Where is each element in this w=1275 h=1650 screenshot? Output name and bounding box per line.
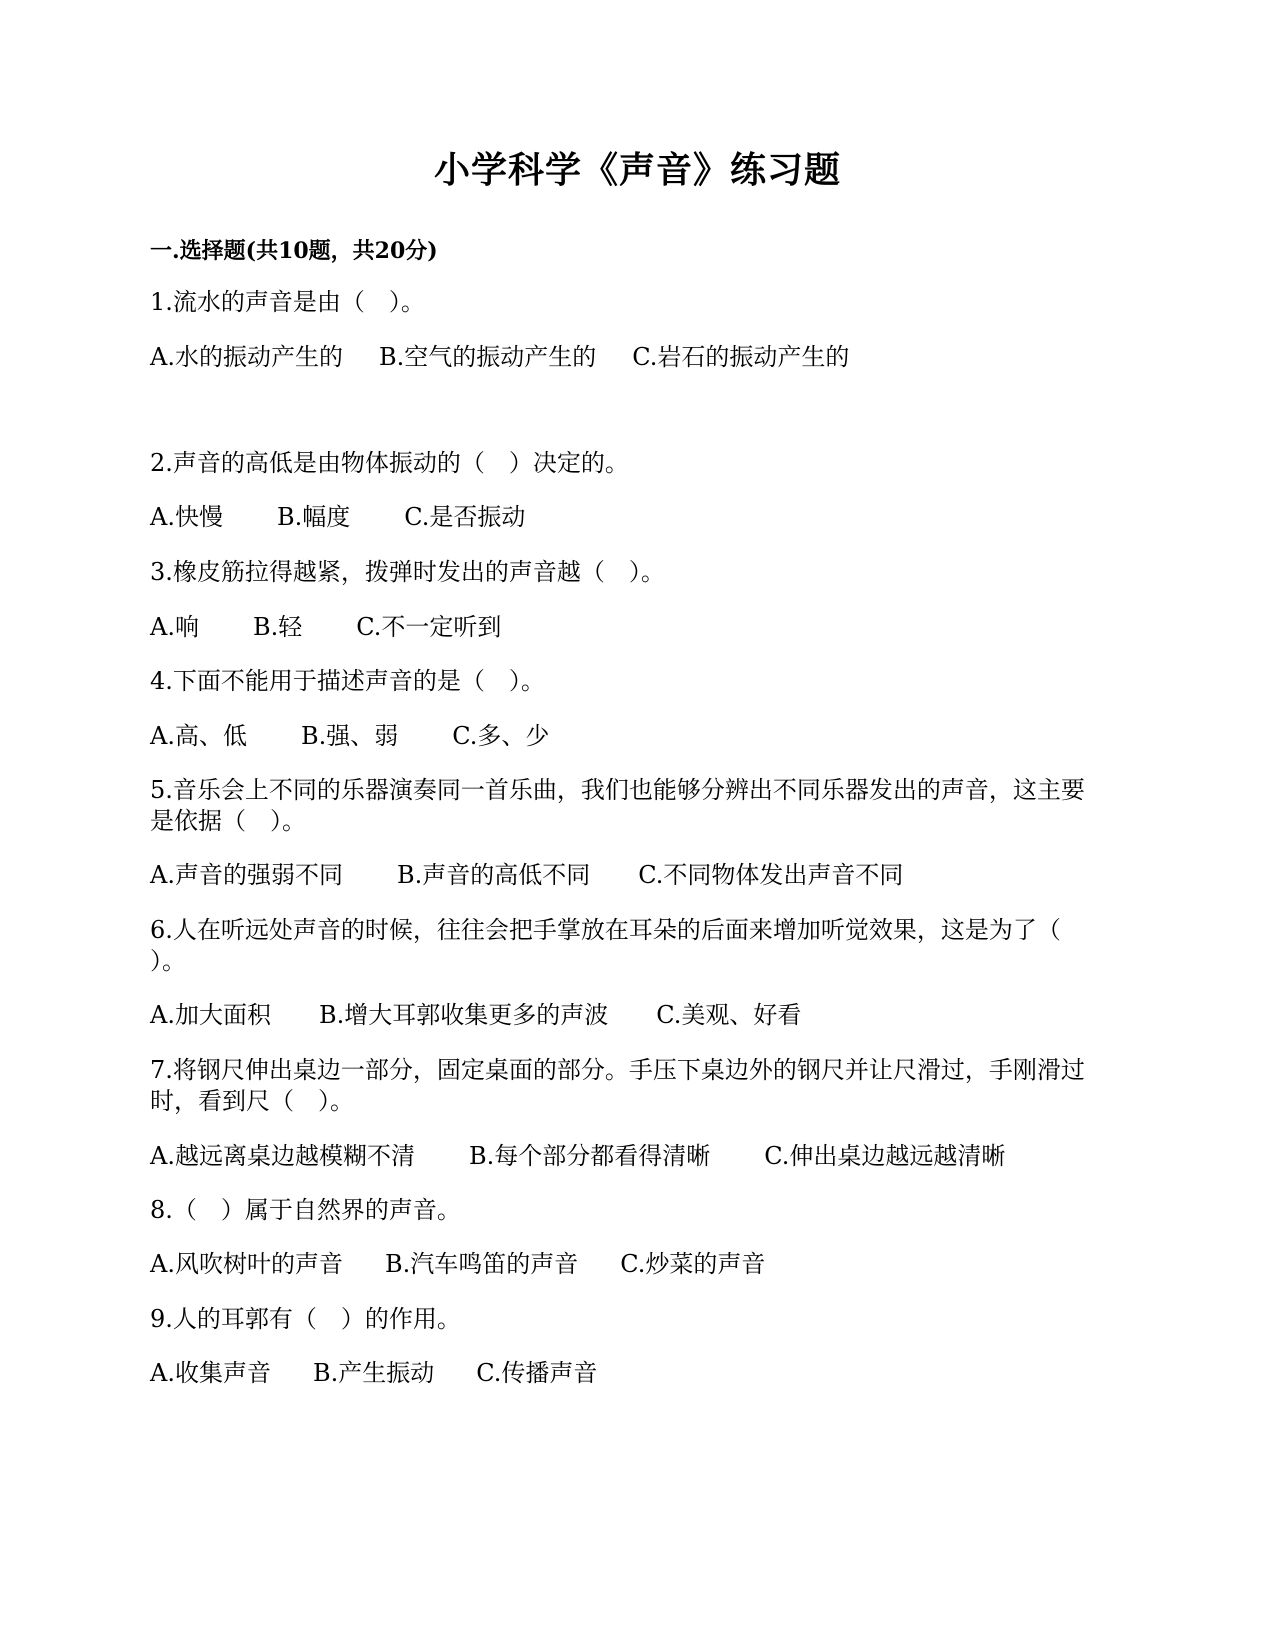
option-b: B.声音的高低不同 — [396, 861, 591, 889]
section-heading: 一.选择题(共10题，共20分) — [150, 238, 438, 264]
question-5-stem-line-1: 5.音乐会上不同的乐器演奏同一首乐曲，我们也能够分辨出不同乐器发出的声音，这主要 — [150, 776, 1085, 804]
question-7-stem-line-2: 时，看到尺（ ）。 — [150, 1087, 354, 1115]
question-9-options — [150, 1357, 1120, 1390]
option-c: C.多、少 — [452, 722, 550, 750]
option-c: C.传播声音 — [476, 1359, 598, 1387]
question-8-stem: 8.（ ）属于自然界的声音。 — [150, 1196, 461, 1224]
option-a: A.收集声音 — [150, 1359, 271, 1387]
question-2-stem: 2.声音的高低是由物体振动的（ ）决定的。 — [150, 449, 629, 477]
question-6-stem-line-2: ）。 — [150, 947, 186, 975]
option-a: A.越远离桌边越模糊不清 — [150, 1142, 415, 1170]
option-c: C.是否振动 — [404, 503, 526, 531]
question-4-options — [150, 720, 1120, 753]
option-b: B.轻 — [252, 613, 303, 641]
option-b: B.幅度 — [276, 503, 351, 531]
question-6-stem-line-1: 6.人在听远处声音的时候，往往会把手掌放在耳朵的后面来增加听觉效果，这是为了（ — [150, 916, 1061, 944]
question-3-stem: 3.橡皮筋拉得越紧，拨弹时发出的声音越（ ）。 — [150, 558, 665, 586]
option-a: A.风吹树叶的声音 — [150, 1250, 343, 1278]
option-c: C.岩石的振动产生的 — [632, 343, 850, 371]
question-7-stem-line-1: 7.将钢尺伸出桌边一部分，固定桌面的部分。手压下桌边外的钢尺并让尺滑过，手刚滑过 — [150, 1056, 1085, 1084]
question-8-options — [150, 1248, 1120, 1281]
option-a: A.声音的强弱不同 — [150, 861, 343, 889]
option-a: A.水的振动产生的 — [150, 343, 343, 371]
option-a: A.快慢 — [150, 503, 223, 531]
option-b: B.空气的振动产生的 — [378, 343, 597, 371]
option-c: C.炒菜的声音 — [620, 1250, 766, 1278]
page-title: 小学科学《声音》练习题 — [433, 149, 841, 191]
option-a: A.响 — [150, 613, 199, 641]
question-6-options — [150, 999, 1120, 1032]
option-b: B.增大耳郭收集更多的声波 — [318, 1001, 609, 1029]
option-c: C.不一定听到 — [356, 613, 502, 641]
question-1-stem: 1.流水的声音是由（ ）。 — [150, 288, 425, 316]
question-2-options — [150, 501, 1120, 534]
option-c: C.美观、好看 — [656, 1001, 802, 1029]
question-5-stem-line-2: 是依据（ ）。 — [150, 807, 306, 835]
question-1-options — [150, 341, 1120, 374]
option-c: C.伸出桌边越远越清晰 — [764, 1142, 1006, 1170]
option-b: B.强、弱 — [300, 722, 399, 750]
option-a: A.加大面积 — [150, 1001, 271, 1029]
question-9-stem: 9.人的耳郭有（ ）的作用。 — [150, 1305, 461, 1333]
question-3-options — [150, 611, 1120, 644]
question-5-options — [150, 859, 1120, 892]
option-b: B.汽车鸣笛的声音 — [384, 1250, 579, 1278]
option-b: B.每个部分都看得清晰 — [468, 1142, 711, 1170]
option-b: B.产生振动 — [312, 1359, 435, 1387]
option-a: A.高、低 — [150, 722, 247, 750]
option-c: C.不同物体发出声音不同 — [638, 861, 904, 889]
question-4-stem: 4.下面不能用于描述声音的是（ ）。 — [150, 667, 545, 695]
question-7-options — [150, 1140, 1120, 1173]
